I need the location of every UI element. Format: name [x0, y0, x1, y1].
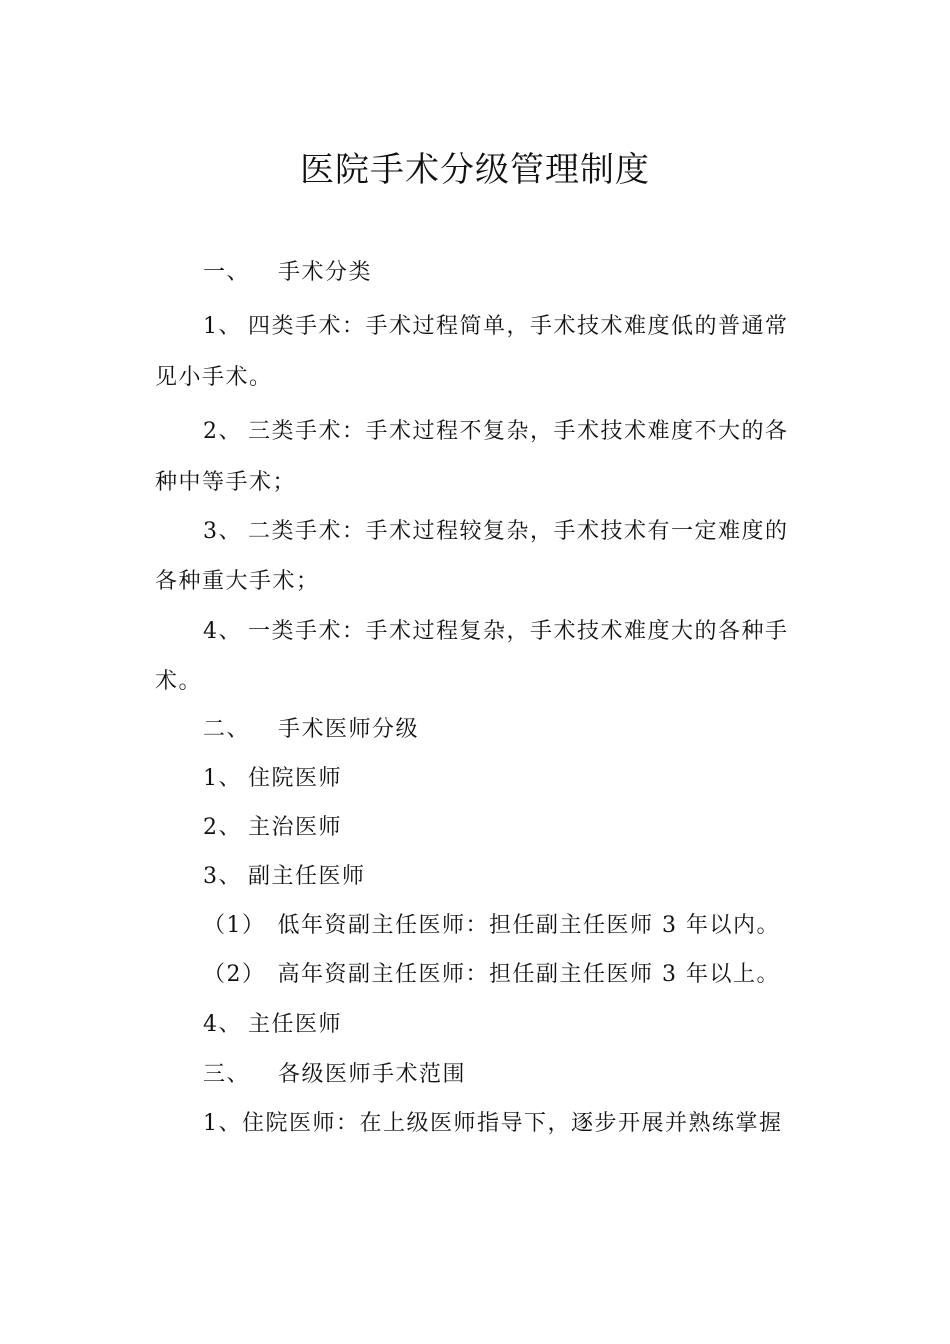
section-title: 手术医师分级: [278, 717, 420, 742]
item-number: 1、: [203, 314, 242, 339]
item-text: 住院医师: [248, 766, 343, 791]
item-number: 1、: [203, 766, 242, 791]
item-number: 2、: [203, 419, 242, 444]
sub-item-text: 低年资副主任医师：担任副主任医师 3 年以内。: [277, 913, 780, 938]
item-number: 3、: [203, 864, 242, 889]
list-item: [203, 311, 789, 343]
item-number: 2、: [203, 815, 242, 840]
item-text: 二类手术：手术过程较复杂，手术技术有一定难度的: [248, 519, 789, 544]
list-item: 1、住院医师：在上级医师指导下，逐步开展并熟练掌握: [203, 1111, 783, 1136]
section-title: 手术分类: [278, 260, 373, 285]
section-heading: [203, 257, 372, 289]
section-number: 二、: [203, 717, 251, 742]
list-item: [203, 812, 342, 844]
list-item: [203, 616, 789, 648]
item-number: 3、: [203, 519, 242, 544]
item-continuation: 术。: [155, 669, 203, 694]
item-continuation: 各种重大手术；: [155, 569, 320, 594]
item-number: 4、: [203, 619, 242, 644]
item-text: 四类手术：手术过程简单，手术技术难度低的普通常: [248, 314, 789, 339]
section-heading: [203, 1059, 466, 1091]
item-text: 主任医师: [248, 1012, 343, 1037]
sub-item: [203, 959, 780, 991]
document-title: 医院手术分级管理制度: [300, 150, 650, 190]
item-text: 副主任医师: [248, 864, 366, 889]
item-text: 三类手术：手术过程不复杂，手术技术难度不大的各: [248, 419, 789, 444]
item-continuation: 种中等手术；: [155, 470, 297, 495]
item-continuation: 见小手术。: [155, 365, 273, 390]
list-item: [203, 763, 342, 795]
section-title: 各级医师手术范围: [278, 1062, 467, 1087]
sub-item-number: （2）: [203, 962, 266, 987]
section-number: 三、: [203, 1062, 251, 1087]
sub-item: [203, 910, 780, 942]
section-heading: [203, 714, 419, 746]
item-number: 4、: [203, 1012, 242, 1037]
sub-item-text: 高年资副主任医师：担任副主任医师 3 年以上。: [277, 962, 780, 987]
list-item: [203, 1009, 342, 1041]
list-item: [203, 416, 789, 448]
item-text: 主治医师: [248, 815, 343, 840]
item-text: 一类手术：手术过程复杂，手术技术难度大的各种手: [248, 619, 789, 644]
list-item: [203, 516, 789, 548]
section-number: 一、: [203, 260, 251, 285]
sub-item-number: （1）: [203, 913, 266, 938]
list-item: [203, 861, 366, 893]
